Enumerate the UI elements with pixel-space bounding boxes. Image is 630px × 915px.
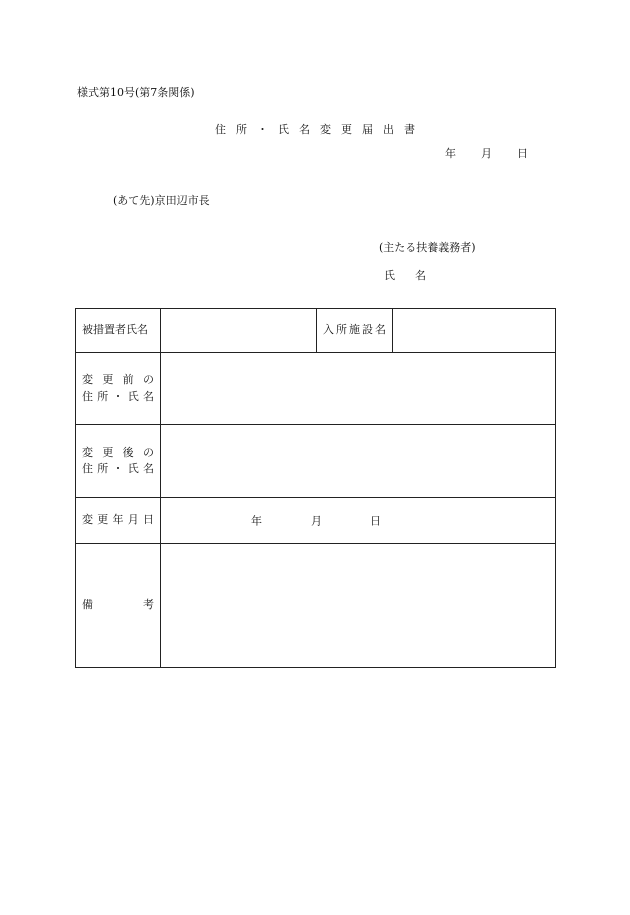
table-row <box>76 309 556 353</box>
applicant-name-label <box>384 270 426 281</box>
facility-name-label: 入 所 施 設 名 <box>317 309 393 353</box>
applicant-role: (主たる扶養義務者) <box>379 241 476 254</box>
table-row <box>76 353 556 425</box>
change-year-label: 年 <box>251 514 262 527</box>
title-char: 書 <box>404 123 415 136</box>
remarks-label: 備 考 <box>76 544 161 668</box>
after-change-field[interactable] <box>161 425 556 498</box>
subject-name-label: 被措置者氏名 <box>76 309 161 353</box>
title-char: 住 <box>215 123 226 136</box>
change-date-label: 変 更 年 月 日 <box>76 498 161 544</box>
table-row <box>76 498 556 544</box>
header-year-label: 年 <box>445 147 456 160</box>
table-row <box>76 544 556 668</box>
before-change-field[interactable] <box>161 353 556 425</box>
before-change-label: 変 更 前 の 住 所 ・ 氏 名 <box>76 353 161 425</box>
title-char: 届 <box>362 123 373 136</box>
addressee: (あて先)京田辺市長 <box>113 194 210 207</box>
table-row <box>76 425 556 498</box>
title-char: 名 <box>299 123 310 136</box>
name-char: 氏 <box>384 269 395 282</box>
title-char: 氏 <box>278 123 289 136</box>
title-char: 所 <box>236 123 247 136</box>
title-char: 変 <box>320 123 331 136</box>
notification-form-table <box>75 308 556 668</box>
header-month-label: 月 <box>481 147 492 160</box>
title-char: 出 <box>383 123 394 136</box>
remarks-field[interactable] <box>161 544 556 668</box>
change-date-field[interactable] <box>161 498 556 544</box>
title-char: ・ <box>257 123 268 136</box>
title-char: 更 <box>341 123 352 136</box>
subject-name-field[interactable] <box>161 309 317 353</box>
change-day-label: 日 <box>370 514 381 527</box>
change-month-label: 月 <box>311 514 322 527</box>
header-day-label: 日 <box>517 147 528 160</box>
facility-name-field[interactable] <box>393 309 556 353</box>
after-change-label: 変 更 後 の 住 所 ・ 氏 名 <box>76 425 161 498</box>
document-title <box>0 124 630 135</box>
form-number: 様式第10号(第7条関係) <box>77 86 195 99</box>
name-char: 名 <box>415 269 426 282</box>
